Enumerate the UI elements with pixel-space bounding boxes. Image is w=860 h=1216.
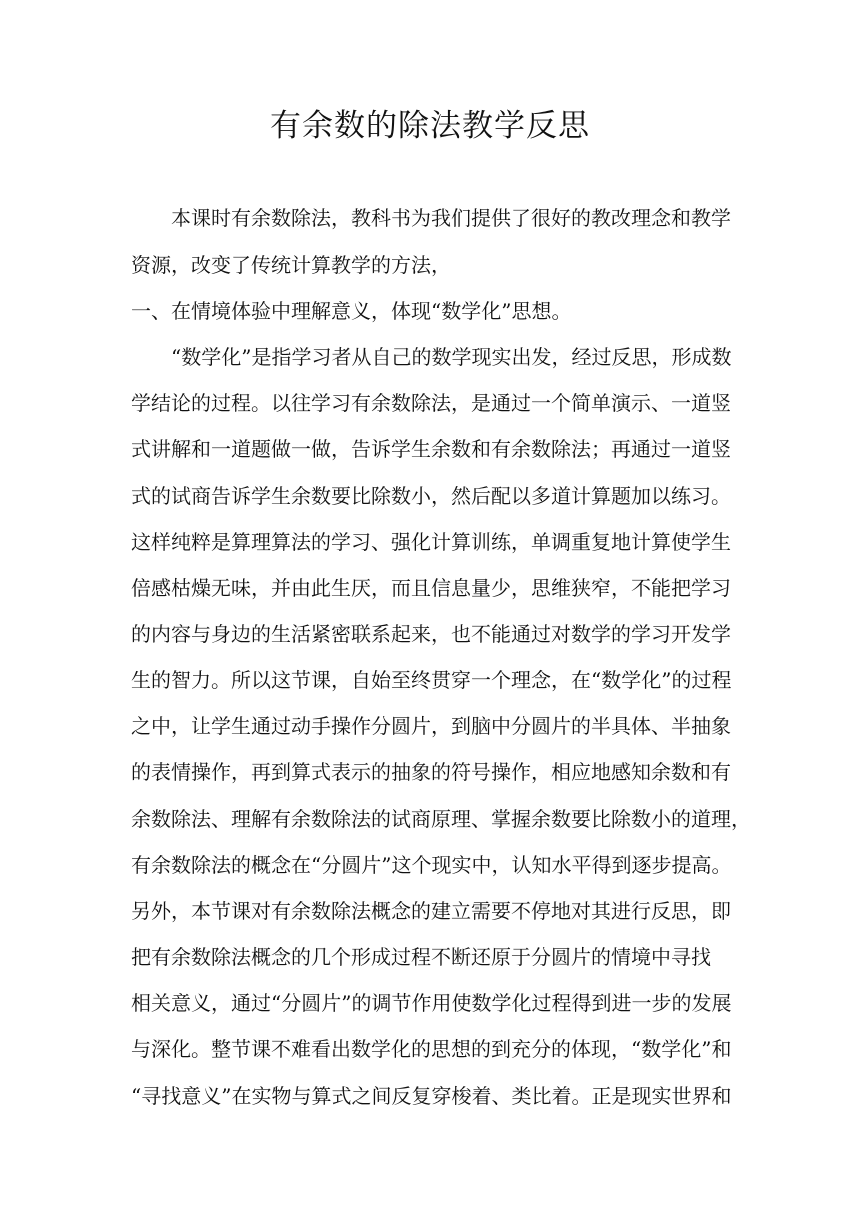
- paragraph-line: 学结论的过程。以往学习有余数除法，是通过一个简单演示、一道竖: [131, 391, 731, 415]
- paragraph-line: 把有余数除法概念的几个形成过程不断还原于分圆片的情境中寻找: [131, 945, 711, 969]
- paragraph-line: 式的试商告诉学生余数要比除数小，然后配以多道计算题加以练习。: [131, 484, 731, 508]
- section-heading: 一、在情境体验中理解意义，体现“数学化”思想。: [131, 299, 572, 323]
- paragraph-line: 这样纯粹是算理算法的学习、强化计算训练，单调重复地计算使学生: [131, 530, 731, 554]
- paragraph-line: 相关意义，通过“分圆片”的调节作用使数学化过程得到进一步的发展: [131, 991, 732, 1015]
- paragraph-line: 的内容与身边的生活紧密联系起来，也不能通过对数学的学习开发学: [131, 622, 731, 646]
- document-title: 有余数的除法教学反思: [270, 108, 590, 144]
- paragraph-line: 与深化。整节课不难看出数学化的思想的到充分的体现，“数学化”和: [131, 1037, 732, 1061]
- paragraph-line: 的表情操作，再到算式表示的抽象的符号操作，相应地感知余数和有: [131, 760, 731, 784]
- paragraph-line: “数学化”是指学习者从自己的数学现实出发，经过反思，形成数: [171, 345, 732, 369]
- paragraph-line: 另外，本节课对有余数除法概念的建立需要不停地对其进行反思，即: [131, 899, 731, 923]
- paragraph-line: 倍感枯燥无味，并由此生厌，而且信息量少，思维狭窄，不能把学习: [131, 576, 731, 600]
- paragraph-line: 资源，改变了传统计算教学的方法，: [131, 253, 451, 277]
- paragraph-line: “寻找意义”在实物与算式之间反复穿梭着、类比着。正是现实世界和: [131, 1084, 732, 1108]
- paragraph-line: 式讲解和一道题做一做，告诉学生余数和有余数除法；再通过一道竖: [131, 437, 731, 461]
- paragraph-line: 余数除法、理解有余数除法的试商原理、掌握余数要比除数小的道理，: [131, 807, 751, 831]
- paragraph-line: 生的智力。所以这节课，自始至终贯穿一个理念，在“数学化”的过程: [131, 668, 732, 692]
- paragraph-line: 本课时有余数除法，教科书为我们提供了很好的教改理念和教学: [171, 206, 731, 230]
- paragraph-line: 之中，让学生通过动手操作分圆片，到脑中分圆片的半具体、半抽象: [131, 714, 731, 738]
- paragraph-line: 有余数除法的概念在“分圆片”这个现实中，认知水平得到逐步提高。: [131, 853, 732, 877]
